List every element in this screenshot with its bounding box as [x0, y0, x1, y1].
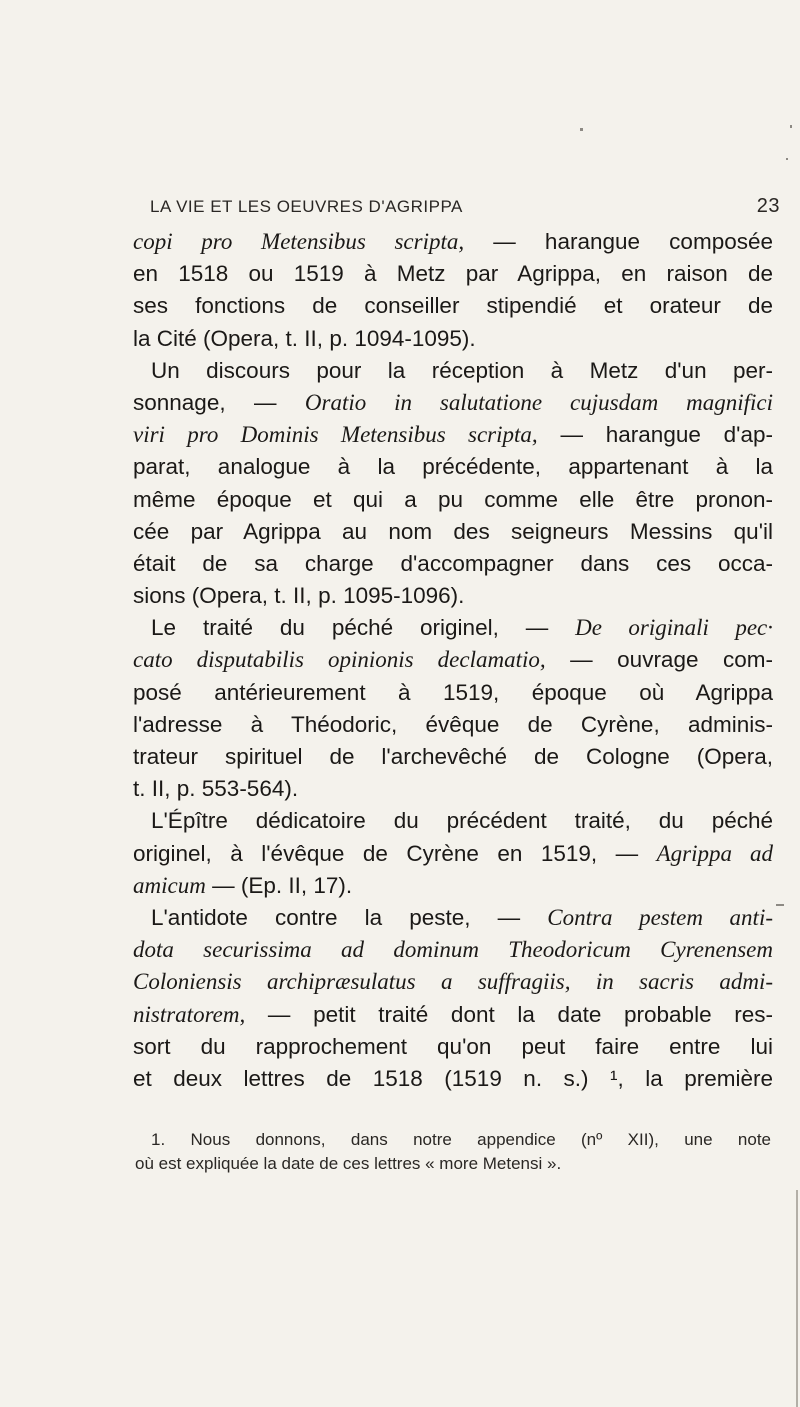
- italic-title-segment: Agrippa ad: [656, 840, 773, 866]
- text-segment: Un discours pour la réception à Metz d'un per-: [151, 357, 773, 383]
- margin-speck: [776, 904, 784, 906]
- italic-title-segment: De originali pec·: [575, 615, 773, 641]
- text-line: [133, 838, 773, 870]
- text-segment: sonnage, —: [133, 389, 305, 415]
- text-line: [133, 323, 773, 355]
- text-segment: en 1518 ou 1519 à Metz par Agrippa, en raison de: [133, 261, 773, 287]
- italic-title-segment: amicum: [133, 872, 206, 898]
- text-line: [133, 451, 773, 483]
- text-segment: ses fonctions de conseiller stipendié et orateur de: [133, 293, 773, 319]
- italic-title-segment: Coloniensis archipræsulatus a suffragiis, in sacris admi-: [133, 969, 773, 995]
- italic-title-segment: viri pro Dominis Metensibus scripta,: [133, 422, 538, 448]
- text-line: [133, 484, 773, 516]
- margin-speck: [790, 125, 792, 128]
- text-segment: parat, analogue à la précédente, appartenant à la: [133, 454, 773, 480]
- text-line: [133, 1031, 773, 1063]
- text-segment: — petit traité dont la date probable res-: [245, 1001, 773, 1027]
- text-line: [133, 387, 773, 419]
- italic-title-segment: nistratorem,: [133, 1001, 246, 1027]
- text-line: [133, 805, 773, 837]
- text-segment: — harangue d'ap-: [537, 422, 773, 448]
- running-title: LA VIE ET LES OEUVRES D'AGRIPPA: [150, 197, 463, 216]
- text-segment: et deux lettres de 1518 (1519 n. s.) ¹, la première: [133, 1065, 773, 1091]
- text-line: [133, 709, 773, 741]
- text-line: [133, 677, 773, 709]
- text-segment: sions (Opera, t. II, p. 1095-1096).: [133, 583, 465, 609]
- text-line: [133, 773, 773, 805]
- text-line: [133, 870, 773, 902]
- main-text: [133, 226, 773, 1095]
- text-line: [133, 419, 773, 451]
- text-segment: trateur spirituel de l'archevêché de Cologne (Opera,: [133, 744, 773, 769]
- text-line: [133, 355, 773, 387]
- margin-speck: [580, 128, 583, 131]
- text-segment: L'antidote contre la peste, —: [151, 904, 548, 930]
- footnotes: [135, 1128, 771, 1176]
- text-segment: même époque et qui a pu comme elle être pronon-: [133, 486, 773, 512]
- text-line: [133, 966, 773, 998]
- text-line: [133, 741, 773, 773]
- text-line: [133, 290, 773, 322]
- text-line: [133, 934, 773, 966]
- italic-title-segment: copi pro Metensibus scripta,: [133, 229, 465, 254]
- margin-speck: [786, 158, 788, 160]
- text-segment: était de sa charge d'accompagner dans ces occa-: [133, 550, 773, 576]
- page-edge-line: [796, 1190, 798, 1407]
- italic-title-segment: Oratio in salutatione cujusdam magnifici: [304, 389, 773, 415]
- text-segment: posé antérieurement à 1519, époque où Agrippa: [133, 679, 773, 705]
- text-segment: — ouvrage com-: [545, 647, 773, 673]
- text-segment: t. II, p. 553-564).: [133, 776, 299, 802]
- text-line: [133, 226, 773, 258]
- text-segment: — (Ep. II, 17).: [205, 872, 353, 898]
- text-line: [133, 258, 773, 290]
- text-line: [133, 1063, 773, 1095]
- italic-title-segment: cato disputabilis opinionis declamatio,: [133, 647, 546, 673]
- italic-title-segment: Contra pestem anti-: [547, 904, 773, 930]
- footnote-line: 1. Nous donnons, dans notre appendice (nº XII), une note: [151, 1130, 771, 1149]
- text-segment: cée par Agrippa au nom des seigneurs Messins qu'il: [133, 518, 773, 544]
- text-segment: Le traité du péché originel, —: [151, 615, 576, 641]
- text-segment: l'adresse à Théodoric, évêque de Cyrène, adminis-: [133, 711, 773, 737]
- text-line: [133, 902, 773, 934]
- text-line: [133, 548, 773, 580]
- italic-title-segment: dota securissima ad dominum Theodoricum Cyrenensem: [133, 937, 773, 963]
- text-segment: sort du rapprochement qu'on peut faire entre lui: [133, 1033, 773, 1059]
- text-line: [133, 580, 773, 612]
- text-line: [133, 612, 773, 644]
- footnote-line: où est expliquée la date de ces lettres « more Metensi ».: [135, 1154, 562, 1173]
- text-segment: originel, à l'évêque de Cyrène en 1519, —: [133, 840, 657, 866]
- page-number: 23: [756, 195, 780, 217]
- text-segment: L'Épître dédicatoire du précédent traité, du péché: [151, 808, 773, 834]
- text-line: [133, 999, 773, 1031]
- text-segment: — harangue composée: [464, 229, 773, 254]
- text-segment: la Cité (Opera, t. II, p. 1094-1095).: [133, 325, 476, 351]
- text-line: [133, 644, 773, 676]
- text-line: [133, 516, 773, 548]
